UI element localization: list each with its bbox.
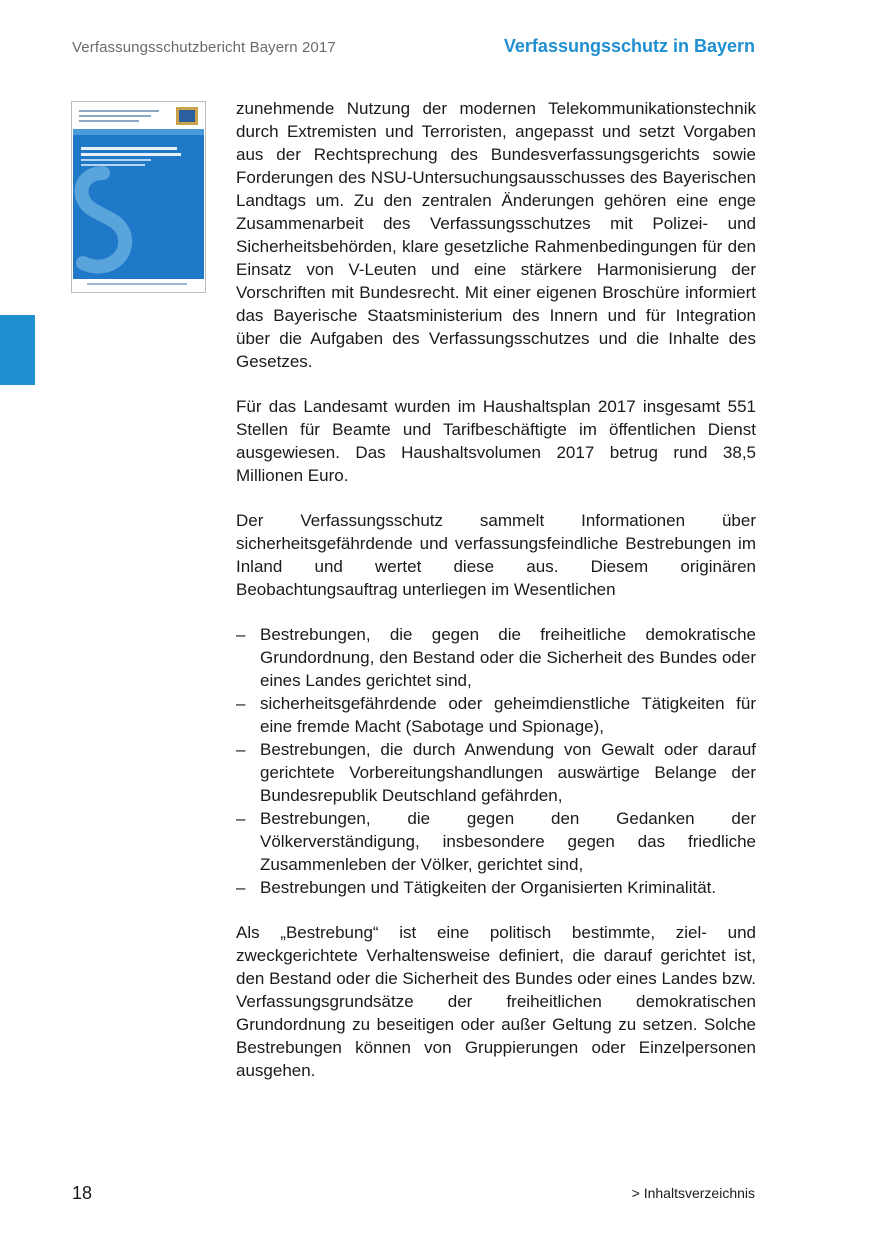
dash-bullet: – [236, 694, 246, 713]
section-title: Verfassungsschutz in Bayern [503, 36, 755, 56]
toc-link[interactable]: > Inhaltsverzeichnis [631, 1185, 755, 1201]
paragraph-mission: Der Verfassungsschutz sammelt Informationen über sicherheitsgefährdende und verfassungsfeindliche Bestrebungen im Inland und wertet diese aus. Diesem originären Beobachtungsauftrag unterliegen im Wesentlichen [236, 511, 756, 599]
list-item-text: Bestrebungen, die gegen die freiheitliche demokratische Grundordnung, den Bestand oder die Sicherheit des Bundes oder eines Landes gerichtet sind, [260, 625, 756, 690]
list-item-text: Bestrebungen, die durch Anwendung von Gewalt oder darauf gerichtete Vorbereitungshandlungen auswärtige Belange der Bundesrepublik Deutschland gefährden, [260, 740, 756, 805]
paragraph-budget: Für das Landesamt wurden im Haushaltsplan 2017 insgesamt 551 Stellen für Beamte und Tarifbeschäftigte im öffentlichen Dienst ausgewiesen. Das Haushaltsvolumen 2017 betrug rund 38,5 Millionen Euro. [236, 397, 756, 485]
dash-bullet: – [236, 740, 246, 759]
brochure-cover-image [71, 101, 206, 293]
list-item-text: Bestrebungen, die gegen den Gedanken der Völkerverständigung, insbesondere gegen das friedliche Zusammenleben der Völker, gerichtet sind, [260, 809, 756, 874]
page-number: 18 [72, 1183, 93, 1203]
paragraph-intro: zunehmende Nutzung der modernen Telekommunikationstechnik durch Extremisten und Terroristen, angepasst und setzt Vorgaben aus der Rechtsprechung des Bundesverfassungsgerichts sowie Forderungen des NSU-Untersuchungsausschusses des Bayerischen Landtags um. Zu den zentralen Änderungen gehören eine enge Zusammenarbeit des Verfassungsschutzes mit Polizei- und Sicherheitsbehörden, klare gesetzliche Rahmenbedingungen für den Einsatz von V-Leuten und eine stärkere Harmonisierung der Vorschriften mit Bundesrecht. Mit einer eigenen Broschüre informiert das Bayerische Staatsministerium des Innern und für Integration über die Aufgaben des Verfassungsschutzes und die Inhalte des Gesetzes. [236, 99, 756, 371]
paragraph-definition: Als „Bestrebung“ ist eine politisch bestimmte, ziel- und zweckgerichtete Verhaltensweise definiert, die darauf gerichtet ist, den Bestand oder die Sicherheit des Bundes oder eines Landes bzw. Verfassungsgrundsätze der freiheitlichen demokratischen Grundordnung zu beseitigen oder außer Geltung zu setzen. Solche Bestrebungen können von Gruppierungen oder Einzelpersonen ausgehen. [236, 923, 756, 1080]
list-item [236, 738, 756, 807]
dash-bullet: – [236, 625, 246, 644]
list-item-text: Bestrebungen und Tätigkeiten der Organisierten Kriminalität. [260, 878, 717, 897]
dash-bullet: – [236, 878, 246, 897]
chapter-tab-marker [0, 315, 35, 385]
list-item-text: sicherheitsgefährdende oder geheimdienstliche Tätigkeiten für eine fremde Macht (Sabotage und Spionage), [260, 694, 756, 736]
list-item [236, 623, 756, 692]
main-text-column [236, 97, 756, 1104]
dash-bullet: – [236, 809, 246, 828]
list-item [236, 692, 756, 738]
brochure-cover-icon [73, 103, 204, 291]
list-item [236, 876, 756, 899]
report-title: Verfassungsschutzbericht Bayern 2017 [72, 39, 336, 56]
observation-list [236, 623, 756, 899]
list-item [236, 807, 756, 876]
